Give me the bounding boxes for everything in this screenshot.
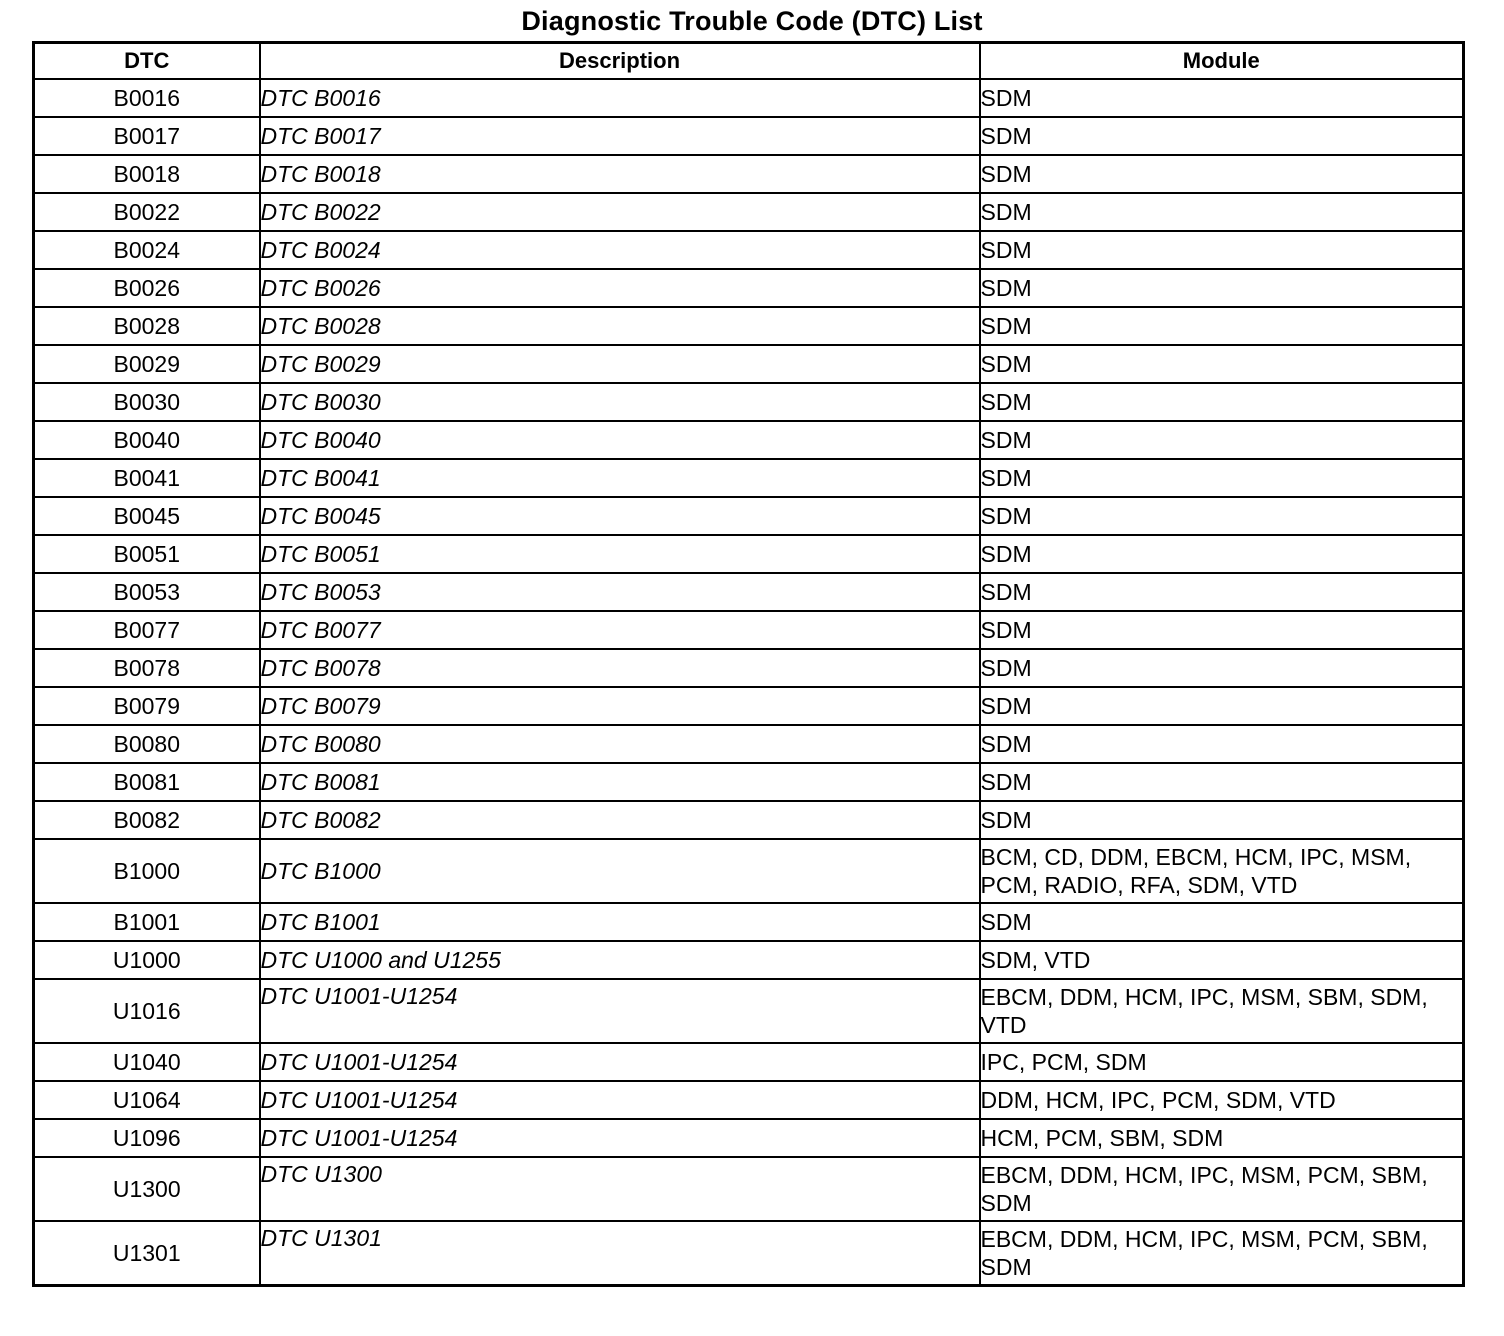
module-cell: IPC, PCM, SDM [980, 1043, 1464, 1081]
dtc-code-cell: B0029 [34, 345, 260, 383]
description-cell: DTC U1001-U1254 [260, 1043, 980, 1081]
table-row [34, 497, 1464, 535]
module-cell: SDM [980, 117, 1464, 155]
module-cell: BCM, CD, DDM, EBCM, HCM, IPC, MSM, PCM, RADIO, RFA, SDM, VTD [980, 839, 1464, 903]
table-row [34, 421, 1464, 459]
description-cell: DTC B0077 [260, 611, 980, 649]
module-cell: SDM [980, 687, 1464, 725]
description-cell: DTC U1001-U1254 [260, 1081, 980, 1119]
description-cell: DTC U1001-U1254 [260, 979, 980, 1043]
dtc-code-cell: B0079 [34, 687, 260, 725]
dtc-code-cell: U1301 [34, 1221, 260, 1285]
description-cell: DTC B0016 [260, 79, 980, 117]
description-cell: DTC B0022 [260, 193, 980, 231]
dtc-code-cell: B0077 [34, 611, 260, 649]
module-cell: EBCM, DDM, HCM, IPC, MSM, PCM, SBM, SDM [980, 1221, 1464, 1285]
dtc-code-cell: U1096 [34, 1119, 260, 1157]
table-row [34, 383, 1464, 421]
table-row [34, 1157, 1464, 1221]
table-row [34, 979, 1464, 1043]
module-cell: SDM [980, 459, 1464, 497]
description-cell: DTC U1001-U1254 [260, 1119, 980, 1157]
module-cell: SDM [980, 801, 1464, 839]
description-cell: DTC B0029 [260, 345, 980, 383]
description-cell: DTC B0078 [260, 649, 980, 687]
dtc-code-cell: B0081 [34, 763, 260, 801]
module-cell: EBCM, DDM, HCM, IPC, MSM, PCM, SBM, SDM [980, 1157, 1464, 1221]
column-header-dtc: DTC [34, 43, 260, 80]
dtc-code-cell: B0017 [34, 117, 260, 155]
table-row [34, 535, 1464, 573]
dtc-code-cell: B0078 [34, 649, 260, 687]
table-row [34, 725, 1464, 763]
table-row [34, 345, 1464, 383]
table-row [34, 307, 1464, 345]
dtc-code-cell: B0041 [34, 459, 260, 497]
table-row [34, 1221, 1464, 1285]
dtc-code-cell: B0018 [34, 155, 260, 193]
page-title: Diagnostic Trouble Code (DTC) List [521, 6, 983, 36]
description-cell: DTC B0028 [260, 307, 980, 345]
table-row [34, 903, 1464, 941]
column-header-description: Description [260, 43, 980, 80]
description-cell: DTC U1301 [260, 1221, 980, 1285]
dtc-code-cell: B0045 [34, 497, 260, 535]
module-cell: SDM [980, 763, 1464, 801]
module-cell: EBCM, DDM, HCM, IPC, MSM, SBM, SDM, VTD [980, 979, 1464, 1043]
module-cell: SDM [980, 725, 1464, 763]
dtc-code-cell: B0082 [34, 801, 260, 839]
module-cell: DDM, HCM, IPC, PCM, SDM, VTD [980, 1081, 1464, 1119]
dtc-code-cell: B1000 [34, 839, 260, 903]
description-cell: DTC B0026 [260, 269, 980, 307]
dtc-code-cell: U1016 [34, 979, 260, 1043]
description-cell: DTC B0053 [260, 573, 980, 611]
dtc-code-cell: B0028 [34, 307, 260, 345]
module-cell: SDM, VTD [980, 941, 1464, 979]
module-cell: SDM [980, 611, 1464, 649]
description-cell: DTC U1000 and U1255 [260, 941, 980, 979]
table-row [34, 801, 1464, 839]
description-cell: DTC B1001 [260, 903, 980, 941]
table-row [34, 117, 1464, 155]
module-cell: SDM [980, 497, 1464, 535]
module-cell: SDM [980, 79, 1464, 117]
table-row [34, 459, 1464, 497]
description-cell: DTC B0080 [260, 725, 980, 763]
table-row [34, 839, 1464, 903]
module-cell: SDM [980, 421, 1464, 459]
module-cell: SDM [980, 649, 1464, 687]
table-row [34, 269, 1464, 307]
table-row [34, 611, 1464, 649]
description-cell: DTC B0045 [260, 497, 980, 535]
table-row [34, 763, 1464, 801]
table-row [34, 231, 1464, 269]
dtc-code-cell: B0051 [34, 535, 260, 573]
table-row [34, 573, 1464, 611]
module-cell: SDM [980, 193, 1464, 231]
table-row [34, 193, 1464, 231]
description-cell: DTC U1300 [260, 1157, 980, 1221]
table-row [34, 1081, 1464, 1119]
dtc-code-cell: B0080 [34, 725, 260, 763]
description-cell: DTC B0030 [260, 383, 980, 421]
table-row [34, 155, 1464, 193]
module-cell: SDM [980, 535, 1464, 573]
dtc-code-cell: B0022 [34, 193, 260, 231]
description-cell: DTC B0081 [260, 763, 980, 801]
description-cell: DTC B0040 [260, 421, 980, 459]
table-header-row [34, 43, 1464, 80]
module-cell: HCM, PCM, SBM, SDM [980, 1119, 1464, 1157]
description-cell: DTC B0041 [260, 459, 980, 497]
table-row [34, 79, 1464, 117]
description-cell: DTC B0079 [260, 687, 980, 725]
module-cell: SDM [980, 307, 1464, 345]
dtc-table [32, 41, 1465, 1287]
module-cell: SDM [980, 345, 1464, 383]
table-row [34, 941, 1464, 979]
description-cell: DTC B1000 [260, 839, 980, 903]
module-cell: SDM [980, 155, 1464, 193]
description-cell: DTC B0051 [260, 535, 980, 573]
dtc-code-cell: B0016 [34, 79, 260, 117]
dtc-code-cell: B0030 [34, 383, 260, 421]
dtc-code-cell: B0024 [34, 231, 260, 269]
table-row [34, 649, 1464, 687]
dtc-code-cell: B1001 [34, 903, 260, 941]
module-cell: SDM [980, 383, 1464, 421]
description-cell: DTC B0024 [260, 231, 980, 269]
dtc-code-cell: B0053 [34, 573, 260, 611]
module-cell: SDM [980, 269, 1464, 307]
dtc-code-cell: B0026 [34, 269, 260, 307]
dtc-code-cell: U1064 [34, 1081, 260, 1119]
module-cell: SDM [980, 573, 1464, 611]
description-cell: DTC B0017 [260, 117, 980, 155]
dtc-code-cell: U1000 [34, 941, 260, 979]
module-cell: SDM [980, 903, 1464, 941]
dtc-code-cell: U1040 [34, 1043, 260, 1081]
dtc-code-cell: B0040 [34, 421, 260, 459]
description-cell: DTC B0018 [260, 155, 980, 193]
dtc-code-cell: U1300 [34, 1157, 260, 1221]
table-row [34, 1119, 1464, 1157]
column-header-module: Module [980, 43, 1464, 80]
description-cell: DTC B0082 [260, 801, 980, 839]
table-row [34, 1043, 1464, 1081]
table-row [34, 687, 1464, 725]
module-cell: SDM [980, 231, 1464, 269]
